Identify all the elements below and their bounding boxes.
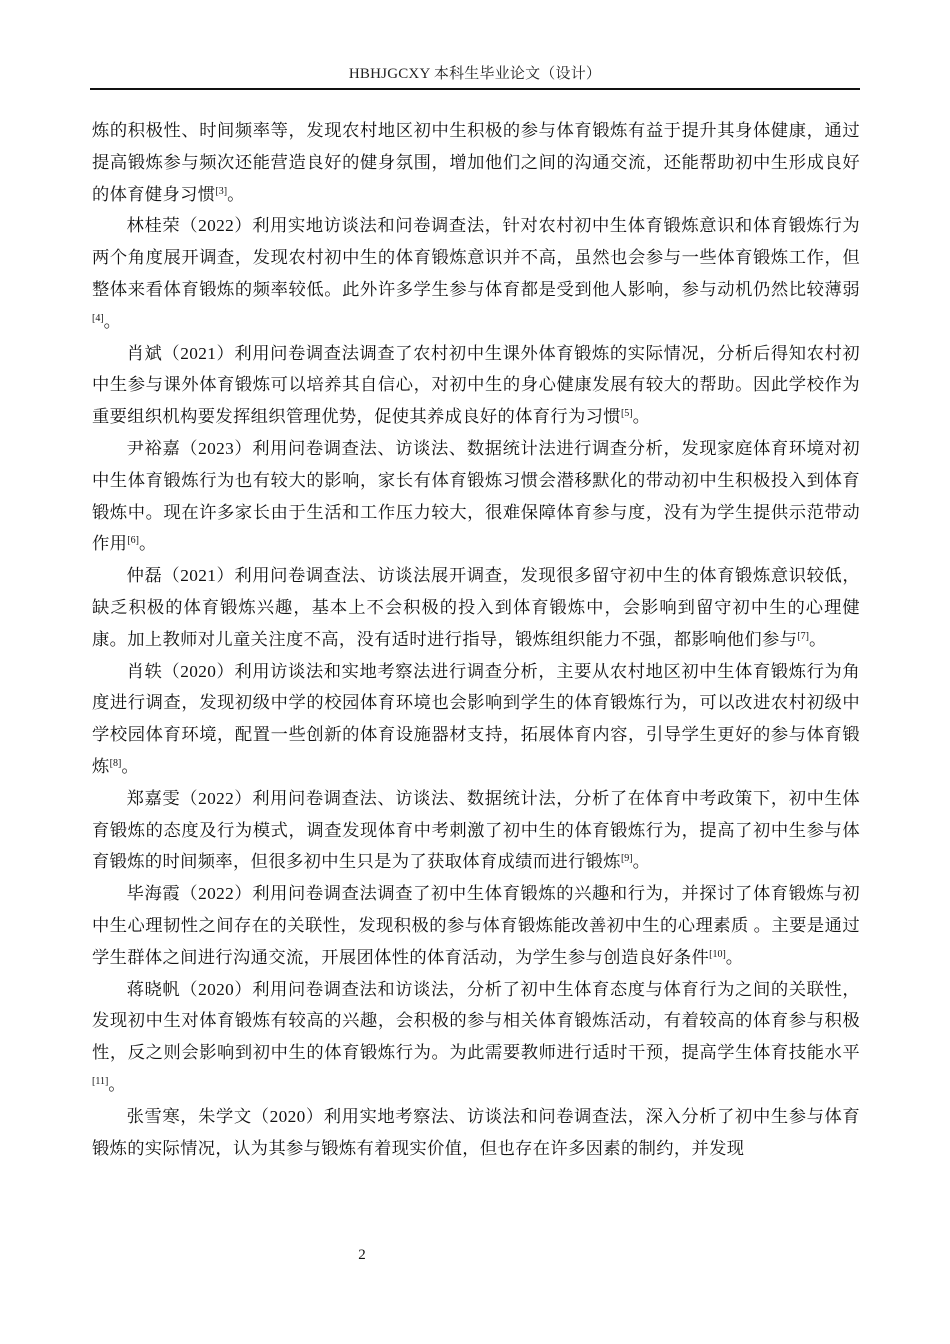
paragraph-xiao-yi: 肖轶（2020）利用访谈法和实地考察法进行调查分析，主要从农村地区初中生体育锻炼行为角度进行调查，发现初级中学的校园体育环境也会影响到学生的体育锻炼行为，可以改进农村初级中学校园体育环境，配置一些创新的体育设施器材支持，拓展体育内容，引导学生更好的参与体育锻炼[8]。 — [92, 661, 860, 776]
body-text — [92, 115, 860, 1164]
citation: [4] — [92, 312, 104, 324]
page-header — [90, 64, 860, 88]
header-rule — [90, 88, 860, 90]
citation: [5] — [620, 408, 633, 420]
citation: [3] — [215, 185, 228, 197]
paragraph-jiang-xiaofan: 蒋晓帆（2020）利用问卷调查法和访谈法，分析了初中生体育态度与体育行为之间的关联性，发现初中生对体育锻炼有较高的兴趣，会积极的参与相关体育锻炼活动，有着较高的体育参与积极性，反之则会影响到初中生的体育锻炼行为。为此需要教师进行适时干预，提高学生体育技能水平[11]。 — [92, 979, 860, 1094]
citation: [11] — [92, 1075, 109, 1087]
paragraph-xiao-bin: 肖斌（2021）利用问卷调查法调查了农村初中生课外体育锻炼的实际情况，分析后得知农村初中生参与课外体育锻炼可以培养其自信心，对初中生的身心健康发展有较大的帮助。因此学校作为重要组织机构要发挥组织管理优势，促使其养成良好的体育行为习惯[5]。 — [92, 343, 860, 427]
citation: [7] — [797, 630, 809, 642]
paragraph-zhang-xuehan: 张雪寒，朱学文（2020）利用实地考察法、访谈法和问卷调查法，深入分析了初中生参与体育锻炼的实际情况，认为其参与锻炼有着现实价值，但也存在许多因素的制约，并发现 — [92, 1106, 860, 1158]
paragraph-bi-haixia: 毕海霞（2022）利用问卷调查法调查了初中生体育锻炼的兴趣和行为，并探讨了体育锻炼与初中生心理韧性之间存在的关联性，发现积极的参与体育锻炼能改善初中生的心理素质 。主要是通过学生群体之间进行沟通交流，开展团体性的体育活动，为学生参与创造良好条件[10]。 — [92, 884, 860, 967]
page-number: 2 — [358, 1247, 366, 1263]
paragraph-yin-yujia: 尹裕嘉（2023）利用问卷调查法、访谈法、数据统计法进行调查分析，发现家庭体育环境对初中生体育锻炼行为也有较大的影响，家长有体育锻炼习惯会潜移默化的带动初中生积极投入到体育锻炼中。现在许多家长由于生活和工作压力较大，很难保障体育参与度，没有为学生提供示范带动作用[6]。 — [92, 438, 860, 554]
paragraph-zhong-lei: 仲磊（2021）利用问卷调查法、访谈法展开调查，发现很多留守初中生的体育锻炼意识较低，缺乏积极的体育锻炼兴趣，基本上不会积极的投入到体育锻炼中，会影响到留守初中生的心理健康。加上教师对儿童关注度不高，没有适时进行指导，锻炼组织能力不强，都影响他们参与[7]。 — [92, 566, 860, 649]
paragraph-zheng-jiawen: 郑嘉雯（2022）利用问卷调查法、访谈法、数据统计法，分析了在体育中考政策下，初中生体育锻炼的态度及行为模式，调查发现体育中考刺激了初中生的体育锻炼行为，提高了初中生参与体育锻炼的时间频率，但很多初中生只是为了获取体育成绩而进行锻炼[9]。 — [92, 788, 860, 872]
citation: [8] — [109, 757, 122, 769]
citation: [9] — [620, 853, 633, 865]
paragraph-lin-guirong: 林桂荣（2022）利用实地访谈法和问卷调查法，针对农村初中生体育锻炼意识和体育锻炼行为两个角度展开调查，发现农村初中生的体育锻炼意识并不高，虽然也会参与一些体育锻炼工作，但整体来看体育锻炼的频率较低。此外许多学生参与体育都是受到他人影响，参与动机仍然比较薄弱[4]。 — [92, 216, 860, 331]
citation: [6] — [127, 535, 139, 547]
paragraph-continuation: 炼的积极性、时间频率等，发现农村地区初中生积极的参与体育锻炼有益于提升其身体健康，通过提高锻炼参与频次还能营造良好的健身氛围，增加他们之间的沟通交流，还能帮助初中生形成良好的体育健身习惯[3]。 — [92, 121, 860, 204]
citation: [10] — [709, 948, 726, 960]
header-title: HBHJGCXY 本科生毕业论文（设计） — [348, 66, 602, 82]
